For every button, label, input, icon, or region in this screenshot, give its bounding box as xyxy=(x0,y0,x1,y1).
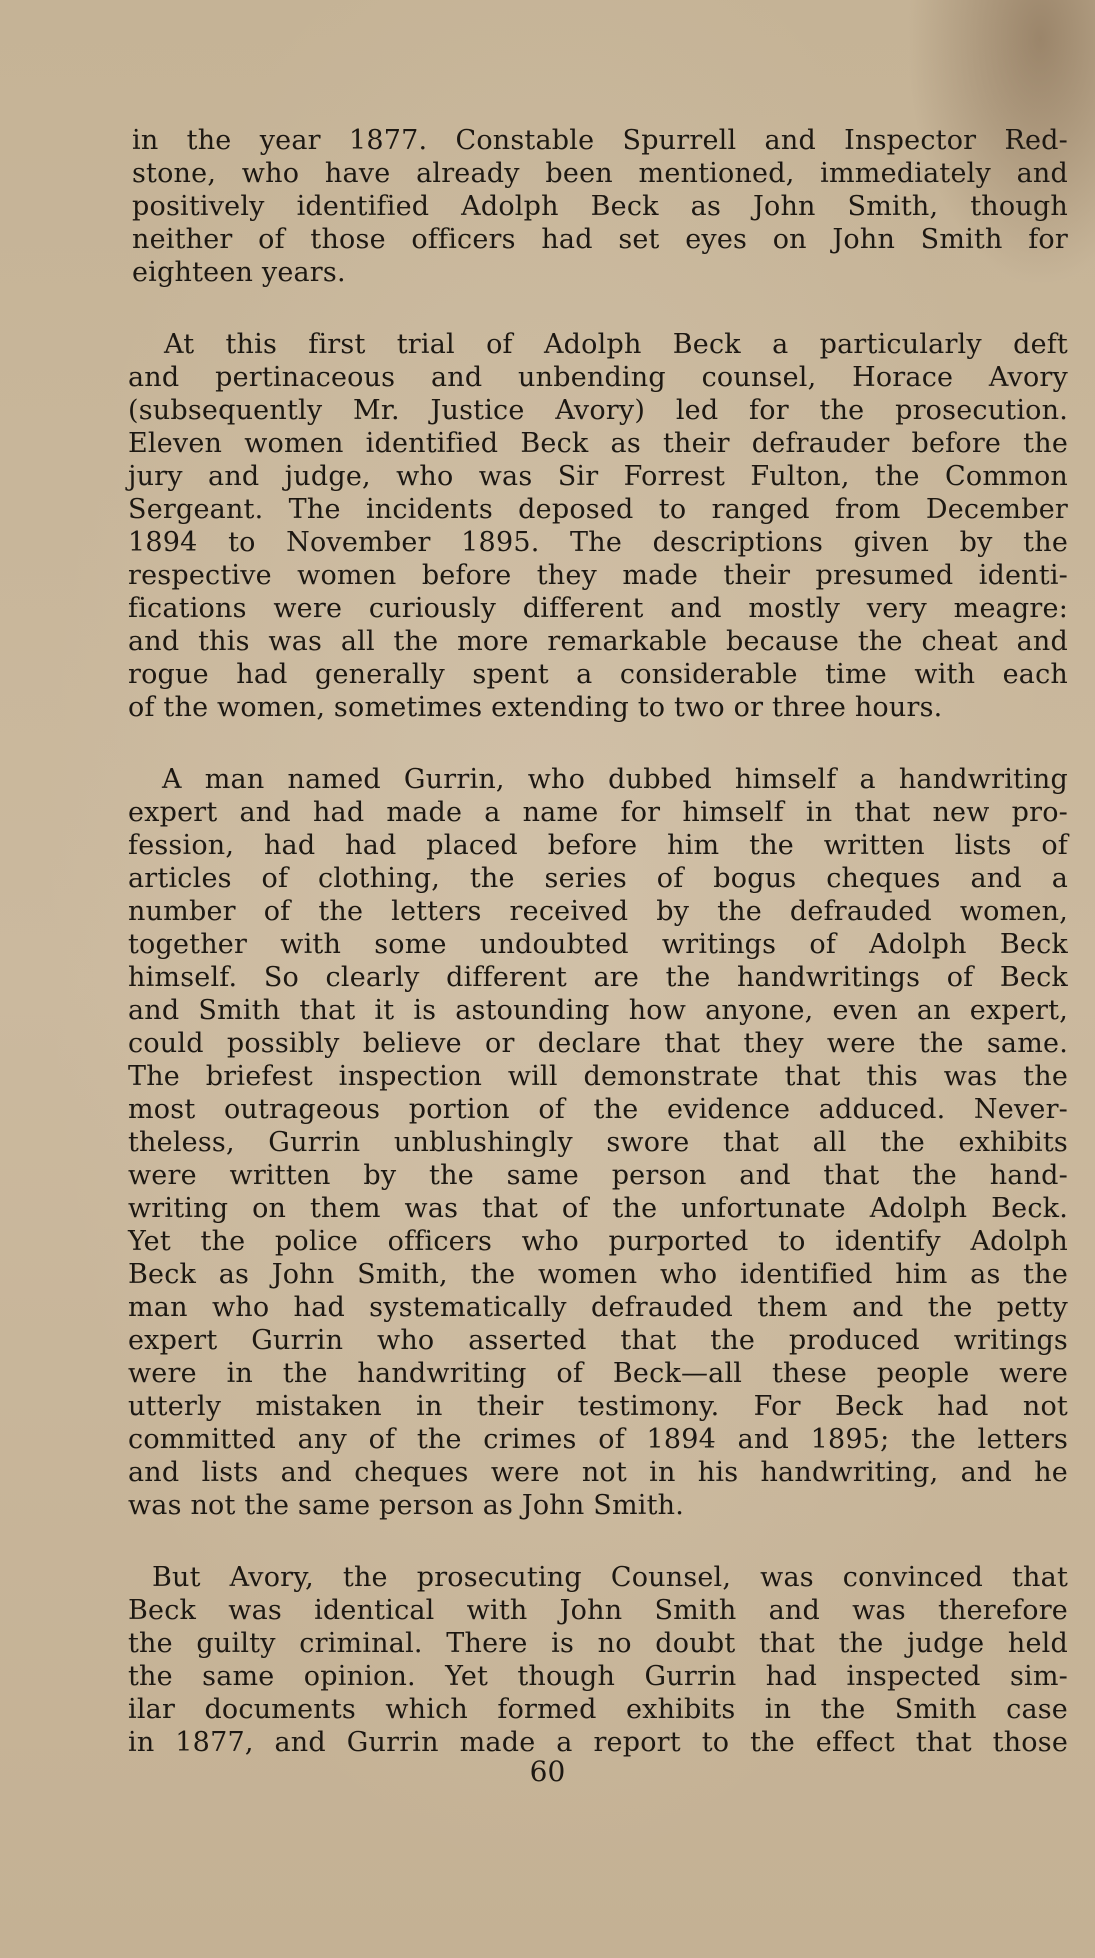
text-line: neither of those officers had set eyes on John Smith for xyxy=(132,224,1068,255)
text-line: writing on them was that of the unfortunate Adolph Beck. xyxy=(128,1193,1068,1224)
page-number: 60 xyxy=(529,1755,566,1788)
text-line: ilar documents which formed exhibits in the Smith case xyxy=(128,1694,1068,1725)
text-line: the guilty criminal. There is no doubt that the judge held xyxy=(128,1628,1068,1659)
text-line: fession, had had placed before him the written lists of xyxy=(128,830,1068,861)
text-line: most outrageous portion of the evidence adduced. Never- xyxy=(128,1094,1068,1125)
text-line: himself. So clearly different are the handwritings of Beck xyxy=(128,962,1068,993)
text-line: and this was all the more remarkable because the cheat and xyxy=(128,626,1068,657)
paragraph-2 xyxy=(128,328,1068,724)
text-line: articles of clothing, the series of bogus cheques and a xyxy=(128,863,1068,894)
text-line: fications were curiously different and mostly very meagre: xyxy=(128,593,1068,624)
text-line: jury and judge, who was Sir Forrest Fulton, the Common xyxy=(128,461,1068,492)
text-line: utterly mistaken in their testimony. For Beck had not xyxy=(128,1391,1068,1422)
text-line: expert Gurrin who asserted that the produced writings xyxy=(128,1325,1068,1356)
text-line: stone, who have already been mentioned, immediately and xyxy=(132,158,1068,189)
text-line: was not the same person as John Smith. xyxy=(128,1490,685,1521)
text-line: committed any of the crimes of 1894 and 1895; the letters xyxy=(128,1424,1068,1455)
text-line: together with some undoubted writings of Adolph Beck xyxy=(128,929,1068,960)
text-line: and lists and cheques were not in his handwriting, and he xyxy=(128,1457,1068,1488)
text-line: were written by the same person and that the hand- xyxy=(128,1160,1068,1191)
text-line: At this first trial of Adolph Beck a particularly deft xyxy=(164,329,1068,360)
text-line: But Avory, the prosecuting Counsel, was convinced that xyxy=(152,1562,1068,1593)
text-line: man who had systematically defrauded them and the petty xyxy=(128,1292,1068,1323)
text-line: respective women before they made their presumed identi- xyxy=(128,560,1068,591)
text-line: Sergeant. The incidents deposed to ranged from December xyxy=(128,494,1068,525)
text-line: were in the handwriting of Beck—all these people were xyxy=(128,1358,1068,1389)
text-line: Beck as John Smith, the women who identified him as the xyxy=(128,1259,1068,1290)
paragraph-1 xyxy=(128,124,1068,289)
text-line: 1894 to November 1895. The descriptions given by the xyxy=(128,527,1068,558)
text-line: and pertinaceous and unbending counsel, Horace Avory xyxy=(128,362,1068,393)
text-line: A man named Gurrin, who dubbed himself a handwriting xyxy=(162,764,1068,795)
text-line: and Smith that it is astounding how anyone, even an expert, xyxy=(128,995,1068,1026)
paragraph-4 xyxy=(128,1561,1068,1759)
text-line: number of the letters received by the defrauded women, xyxy=(128,896,1068,927)
text-line: of the women, sometimes extending to two or three hours. xyxy=(128,692,943,723)
text-line: in 1877, and Gurrin made a report to the effect that those xyxy=(128,1727,1068,1758)
paragraph-3 xyxy=(128,763,1068,1522)
text-line: Eleven women identified Beck as their defrauder before the xyxy=(128,428,1068,459)
text-line: theless, Gurrin unblushingly swore that all the exhibits xyxy=(128,1127,1068,1158)
text-line: Beck was identical with John Smith and was therefore xyxy=(128,1595,1068,1626)
text-line: The briefest inspection will demonstrate that this was the xyxy=(128,1061,1068,1092)
text-line: positively identified Adolph Beck as John Smith, though xyxy=(132,191,1068,222)
text-line: the same opinion. Yet though Gurrin had inspected sim- xyxy=(128,1661,1068,1692)
page-body xyxy=(128,124,1068,1798)
text-line: eighteen years. xyxy=(132,257,346,288)
text-line: could possibly believe or declare that they were the same. xyxy=(128,1028,1068,1059)
text-line: in the year 1877. Constable Spurrell and Inspector Red- xyxy=(132,125,1068,156)
text-line: Yet the police officers who purported to identify Adolph xyxy=(128,1226,1068,1257)
text-line: (subsequently Mr. Justice Avory) led for the prosecution. xyxy=(128,395,1068,426)
text-line: rogue had generally spent a considerable time with each xyxy=(128,659,1068,690)
text-line: expert and had made a name for himself in that new pro- xyxy=(128,797,1068,828)
